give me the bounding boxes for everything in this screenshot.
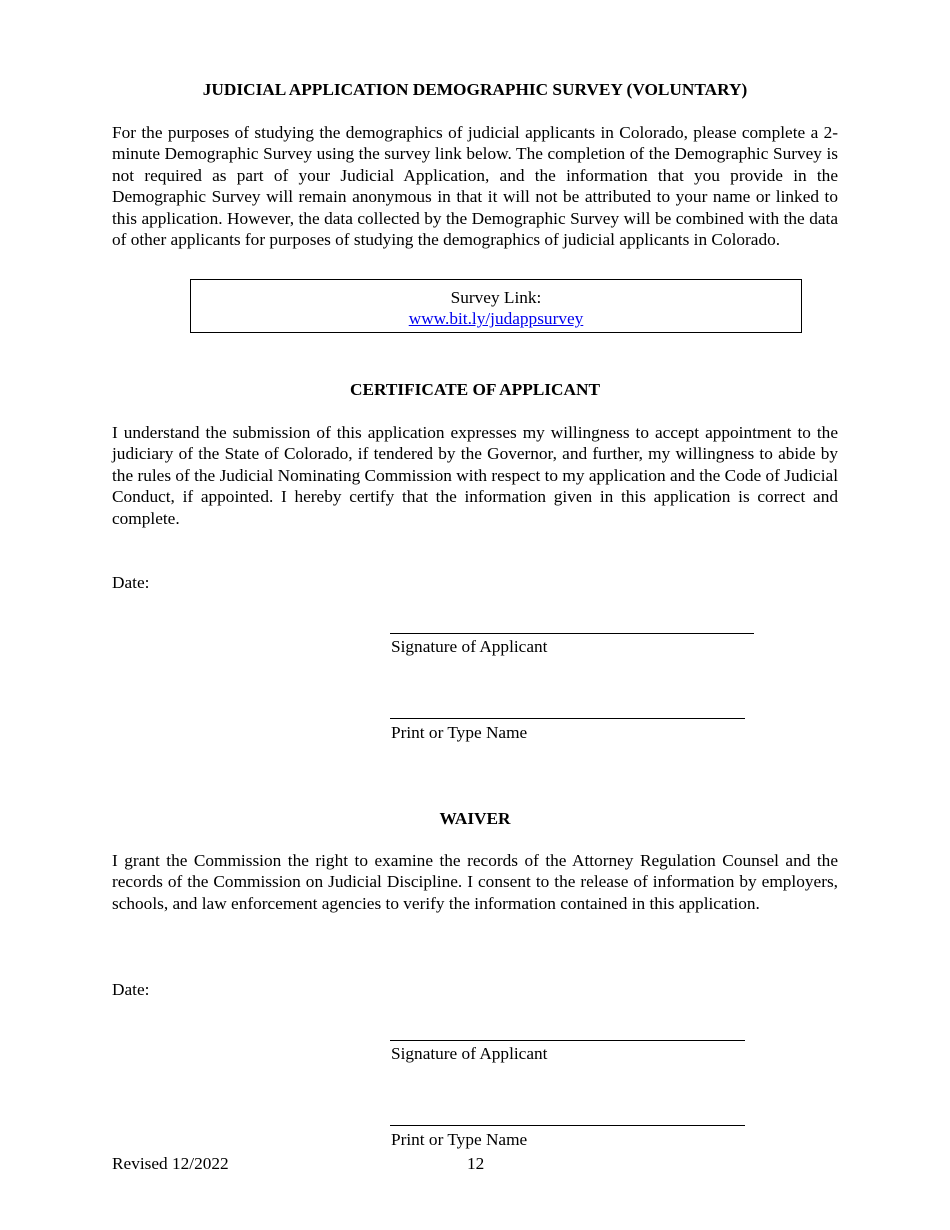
waiver-name-line[interactable] [390, 1125, 745, 1126]
revision-note: Revised 12/2022 [112, 1154, 229, 1173]
certificate-paragraph [112, 422, 838, 529]
waiver-paragraph [112, 850, 838, 914]
waiver-signature-line[interactable] [390, 1040, 745, 1041]
certificate-paragraph-text: I understand the submission of this application expresses my willingness to accept appointment to the judiciary of the State of Colorado, if tendered by the Governor, and further, my willingness to abide by the rules of the Judicial Nominating Commission with respect to my application and the Code of Judicial Conduct, if appointed. I hereby certify that the information given in this application is correct and complete. [112, 423, 838, 528]
waiver-date-label: Date: [112, 980, 150, 999]
waiver-title: WAIVER [439, 809, 511, 828]
page-number: 12 [467, 1154, 485, 1173]
waiver-paragraph-text: I grant the Commission the right to examine the records of the Attorney Regulation Counsel and the records of the Commission on Judicial Discipline. I consent to the release of information by employers, schools, and law enforcement agencies to verify the information contained in this application. [112, 851, 838, 913]
certificate-date-label: Date: [112, 573, 150, 592]
survey-paragraph-text: For the purposes of studying the demographics of judicial applicants in Colorado, please complete a 2-minute Demographic Survey using the survey link below. The completion of the Demographic Survey is not required as part of your Judicial Application, and the information that you provide in the Demographic Survey will remain anonymous in that it will not be attributed to your name or linked to this application. However, the data collected by the Demographic Survey will be combined with the data of other applicants for purposes of studying the demographics of judicial applicants in Colorado. [112, 123, 838, 250]
waiver-signature-label: Signature of Applicant [391, 1044, 548, 1063]
certificate-name-label: Print or Type Name [391, 723, 528, 742]
certificate-signature-line[interactable] [390, 633, 754, 634]
survey-title: JUDICIAL APPLICATION DEMOGRAPHIC SURVEY (VOLUNTARY) [202, 80, 748, 99]
certificate-signature-label: Signature of Applicant [391, 637, 548, 656]
survey-paragraph [112, 122, 838, 250]
certificate-name-line[interactable] [390, 718, 745, 719]
survey-link-box [190, 279, 802, 333]
waiver-name-label: Print or Type Name [391, 1130, 528, 1149]
survey-link[interactable]: www.bit.ly/judappsurvey [408, 309, 584, 328]
survey-link-label: Survey Link: [450, 288, 542, 307]
certificate-title: CERTIFICATE OF APPLICANT [350, 380, 600, 399]
